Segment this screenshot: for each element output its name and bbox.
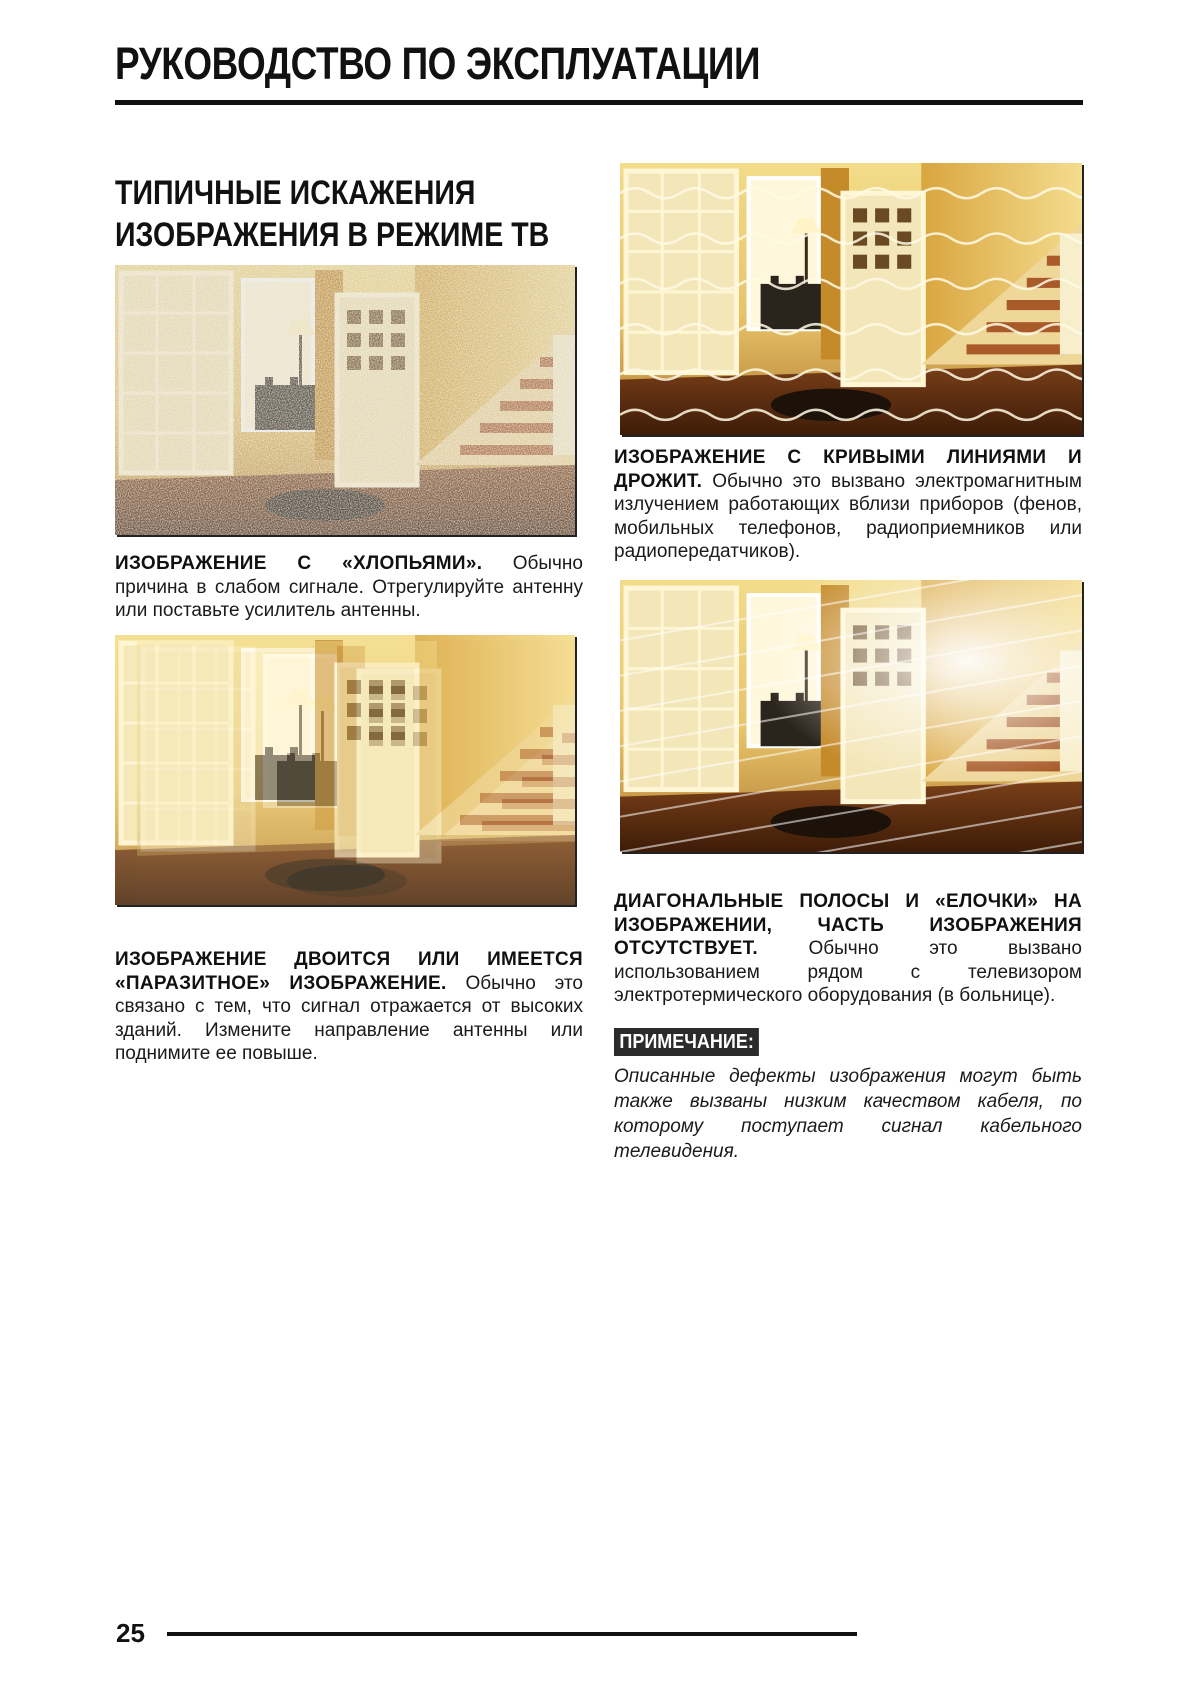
snow-distortion-photo xyxy=(115,265,575,535)
note-text: Описанные дефекты изображения могут быть также вызваны низким качеством кабеля, по которому поступает сигнал кабельного телевидения. xyxy=(614,1066,1082,1162)
note-label: ПРИМЕЧАНИЕ: xyxy=(614,1028,759,1056)
ghosting-distortion-photo xyxy=(115,635,575,905)
caption-wavy-lines xyxy=(614,446,1082,564)
wavy-lines-distortion-photo xyxy=(620,163,1082,435)
caption-ghosting-text: Обычно это связано с тем, что сигнал отражается от высоких зданий. Измените направление антенны или поднимите ее повыше. xyxy=(115,972,583,1064)
caption-diagonal-stripes xyxy=(614,890,1082,1008)
caption-ghosting-heading: ИЗОБРАЖЕНИЕ ДВОИТСЯ ИЛИ ИМЕЕТСЯ «ПАРАЗИТНОЕ» ИЗОБРАЖЕНИЕ. xyxy=(115,949,583,994)
section-title-line1: ТИПИЧНЫЕ ИСКАЖЕНИЯ xyxy=(115,174,476,212)
section-title xyxy=(115,172,549,256)
caption-snow-text: Обычно причина в слабом сигнале. Отрегулируйте антенну или поставьте усилитель антенны. xyxy=(115,553,583,621)
header-rule xyxy=(115,100,1083,105)
caption-ghosting xyxy=(115,948,583,1066)
caption-diagonal-stripes-text: Обычно это вызвано использованием рядом с телевизором электротермического оборудования (в больнице). xyxy=(614,938,1082,1006)
caption-wavy-lines-heading: ИЗОБРАЖЕНИЕ С КРИВЫМИ ЛИНИЯМИ И ДРОЖИТ. xyxy=(614,447,1082,492)
section-title-line2: ИЗОБРАЖЕНИЯ В РЕЖИМЕ ТВ xyxy=(115,216,550,254)
caption-snow xyxy=(115,552,583,623)
caption-diagonal-stripes-heading: ДИАГОНАЛЬНЫЕ ПОЛОСЫ И «ЕЛОЧКИ» НА ИЗОБРАЖЕНИИ, ЧАСТЬ ИЗОБРАЖЕНИЯ ОТСУТСТВУЕТ. xyxy=(614,891,1082,959)
page-number: 25 xyxy=(116,1618,145,1648)
footer-rule xyxy=(167,1632,857,1636)
page-header-title: РУКОВОДСТВО ПО ЭКСПЛУАТАЦИИ xyxy=(115,38,761,89)
caption-snow-heading: ИЗОБРАЖЕНИЕ С «ХЛОПЬЯМИ». xyxy=(115,553,483,574)
caption-wavy-lines-text: Обычно это вызвано электромагнитным излучением работающих вблизи приборов (фенов, мобильных телефонов, радиоприемников или радиопередатчиков). xyxy=(614,470,1082,562)
diagonal-stripes-distortion-photo xyxy=(620,580,1082,852)
